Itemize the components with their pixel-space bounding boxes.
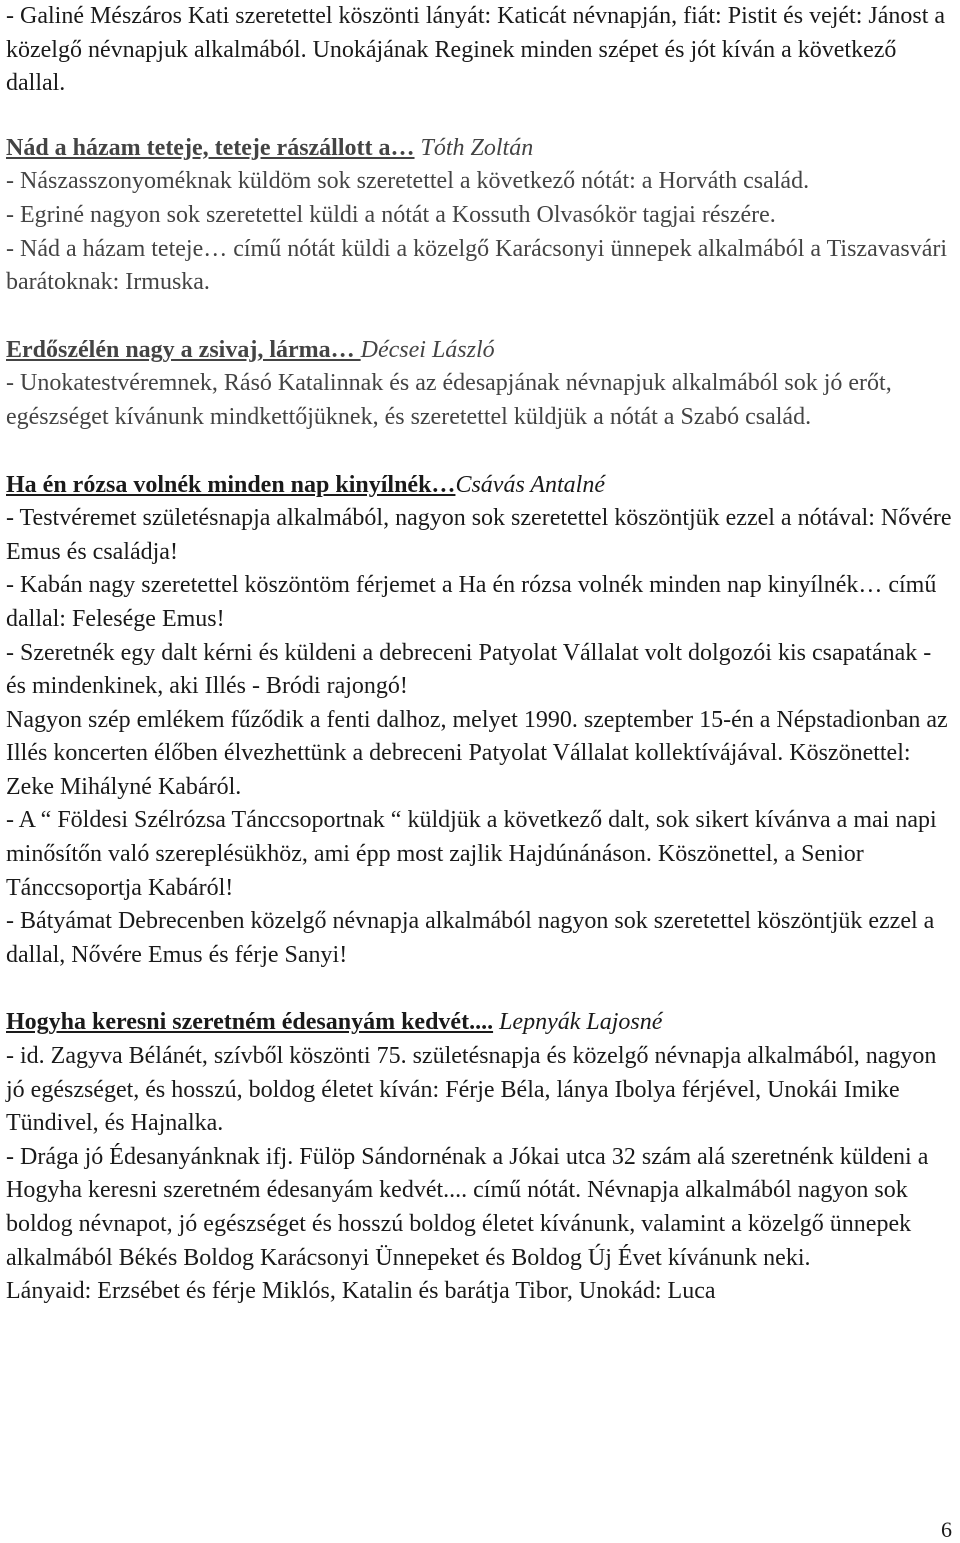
song-title: Nád a házam teteje, teteje rászállott a… xyxy=(6,134,415,161)
intro-dedication: - Galiné Mészáros Kati szeretettel köszönti lányát: Katicát névnapján, fiát: Pistit és vejét: Jánost a közelgő névnapjuk alkalmából. Unokájának Reginek minden szépet és jót kíván a következő dallal. xyxy=(6,3,946,97)
song-heading xyxy=(6,334,956,368)
song-title: Erdőszélén nagy a zsivaj, lárma… xyxy=(6,336,361,363)
dedication-line: - Nászasszonyoméknak küldöm sok szeretettel a következő nótát: a Horváth család. xyxy=(6,168,810,195)
song-artist: Csávás Antalné xyxy=(455,471,605,498)
song-title: Ha én rózsa volnék minden nap kinyílnék… xyxy=(6,471,456,498)
page-number: 6 xyxy=(941,1517,952,1542)
dedication-line: Nagyon szép emlékem fűződik a fenti dalhoz, melyet 1990. szeptember 15-én a Népstadionban az Illés koncerten élőben élvezhettünk a debreceni Patyolat Vállalat kollektívájával. Köszönettel: Zeke Mihályné Kabáról. xyxy=(6,706,948,800)
song-artist: Tóth Zoltán xyxy=(420,134,534,161)
dedication-line: - id. Zagyva Bélánét, szívből köszönti 75. születésnapja és közelgő névnapja alkalmából, nagyon jó egészséget, és hosszú, boldog életet kíván: Férje Béla, lánya Ibolya férjével, Unokái Imike Tündivel, és Hajnalka. xyxy=(6,1043,937,1137)
dedication-line: - Testvéremet születésnapja alkalmából, nagyon sok szeretettel köszöntjük ezzel a nótával: Nővére Emus és családja! xyxy=(6,505,952,565)
song-artist: Décsei László xyxy=(360,336,495,363)
song-heading xyxy=(6,469,956,503)
dedication-line: - Bátyámat Debrecenben közelgő névnapja alkalmából nagyon sok szeretettel köszöntjük ezzel a dallal, Nővére Emus és férje Sanyi! xyxy=(6,908,935,968)
dedication-line: - Szeretnék egy dalt kérni és küldeni a debreceni Patyolat Vállalat volt dolgozói kis csapatának - és mindenkinek, aki Illés - Bródi rajongó! xyxy=(6,639,932,700)
dedication-line: - Unokatestvéremnek, Rásó Katalinnak és az édesapjának névnapjuk alkalmából sok jó erőt, egészséget kívánunk mindkettőjüknek, és szeretettel küldjük a nótát a Szabó család. xyxy=(6,370,892,430)
document-page xyxy=(6,0,956,1309)
dedication-line: Lányaid: Erzsébet és férje Miklós, Katalin és barátja Tibor, Unokád: Luca xyxy=(6,1278,716,1305)
song-title: Hogyha keresni szeretném édesanyám kedvét.... xyxy=(6,1009,494,1036)
song-artist: Lepnyák Lajosné xyxy=(499,1009,663,1036)
dedication-line: - A “ Földesi Szélrózsa Tánccsoportnak “ küldjük a következő dalt, sok sikert kívánva a mai napi minősítőn való szereplésükhöz, ami épp most zajlik Hajdúnánáson. Köszönettel, a Senior Tánccsoportja Kabáról! xyxy=(6,807,937,901)
dedication-line: - Kabán nagy szeretettel köszöntöm férjemet a Ha én rózsa volnék minden nap kinyílnék… című dallal: Felesége Emus! xyxy=(6,572,937,632)
dedication-line: - Egriné nagyon sok szeretettel küldi a nótát a Kossuth Olvasókör tagjai részére. xyxy=(6,201,776,228)
dedication-line: - Drága jó Édesanyánknak ifj. Fülöp Sándornénak a Jókai utca 32 szám alá szeretnénk küldeni a Hogyha keresni szeretném édesanyám kedvét.... című nótát. Névnapja alkalmából nagyon sok boldog névnapot, jó egészséget és hosszú boldog életet kívánunk, valamint a közelgő ünnepek alkalmából Békés Boldog Karácsonyi Ünnepeket és Boldog Új Évet kívánunk neki. xyxy=(6,1143,929,1271)
song-section-2 xyxy=(6,334,956,435)
song-section-1 xyxy=(6,132,956,300)
song-heading xyxy=(6,1006,956,1040)
song-section-3 xyxy=(6,469,956,973)
song-section-4 xyxy=(6,1006,956,1308)
dedication-line: - Nád a házam teteje… című nótát küldi a közelgő Karácsonyi ünnepek alkalmából a Tiszavasvári barátoknak: Irmuska. xyxy=(6,235,948,296)
song-heading xyxy=(6,132,956,166)
